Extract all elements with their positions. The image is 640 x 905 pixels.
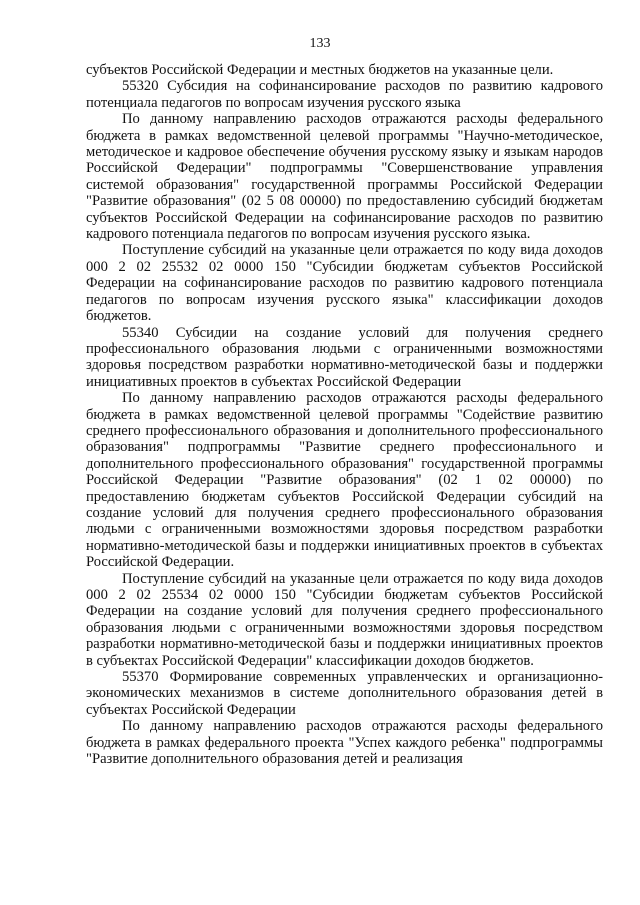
paragraph: 55370 Формирование современных управленческих и организационно-экономических механизмов в системе дополнительного образования детей в субъектах Российской Федерации [86,669,603,718]
paragraph: По данному направлению расходов отражаются расходы федерального бюджета в рамках федерального проекта "Успех каждого ребенка" подпрограммы "Развитие дополнительного образования детей и реализация [86,718,603,768]
paragraph: По данному направлению расходов отражаются расходы федерального бюджета в рамках ведомственной целевой программы "Научно-методическое, методическое и кадровое обеспечение обучения русскому языку и языкам народов Российской Федерации" подпрограммы "Совершенствование управления системой образования" государственной программы Российской Федерации "Развитие образования" (02 5 08 00000) по предоставлению субсидий бюджетам субъектов Российской Федерации на софинансирование расходов по развитию кадрового потенциала педагогов по вопросам изучения русского языка. [86,111,603,243]
paragraph: Поступление субсидий на указанные цели отражается по коду вида доходов 000 2 02 25534 02 0000 150 "Субсидии бюджетам субъектов Российской Федерации на создание условий для получения среднего профессионального образования людьми с ограниченными возможностями здоровья посредством разработки нормативно-методической базы и поддержки инициативных проектов в субъектах Российской Федерации" классификации доходов бюджетов. [86,570,603,669]
paragraph: По данному направлению расходов отражаются расходы федерального бюджета в рамках ведомственной целевой программы "Содействие развитию среднего профессионального образования и дополнительного профессионального образования" подпрограммы "Развитие среднего профессионального и дополнительного профессионального образования" государственной программы Российской Федерации "Развитие образования" (02 1 02 00000) по предоставлению бюджетам субъектов Российской Федерации субсидий на создание условий для получения среднего профессионального образования людьми с ограниченными возможностями здоровья посредством разработки нормативно-методической базы и поддержки инициативных проектов в субъектах Российской Федерации. [86,390,603,571]
page-number: 133 [309,36,331,51]
paragraph: 55340 Субсидии на создание условий для получения среднего профессионального образования людьми с ограниченными возможностями здоровья посредством разработки нормативно-методической базы и поддержки инициативных проектов в субъектах Российской Федерации [86,324,603,390]
paragraph: субъектов Российской Федерации и местных бюджетов на указанные цели. [86,62,554,78]
paragraph: 55320 Субсидия на софинансирование расходов по развитию кадрового потенциала педагогов по вопросам изучения русского языка [86,78,603,111]
document-body [86,62,603,767]
paragraph: Поступление субсидий на указанные цели отражается по коду вида доходов 000 2 02 25532 02 0000 150 "Субсидии бюджетам субъектов Российской Федерации на софинансирование расходов по развитию кадрового потенциала педагогов по вопросам изучения русского языка" классификации доходов бюджетов. [86,242,603,325]
